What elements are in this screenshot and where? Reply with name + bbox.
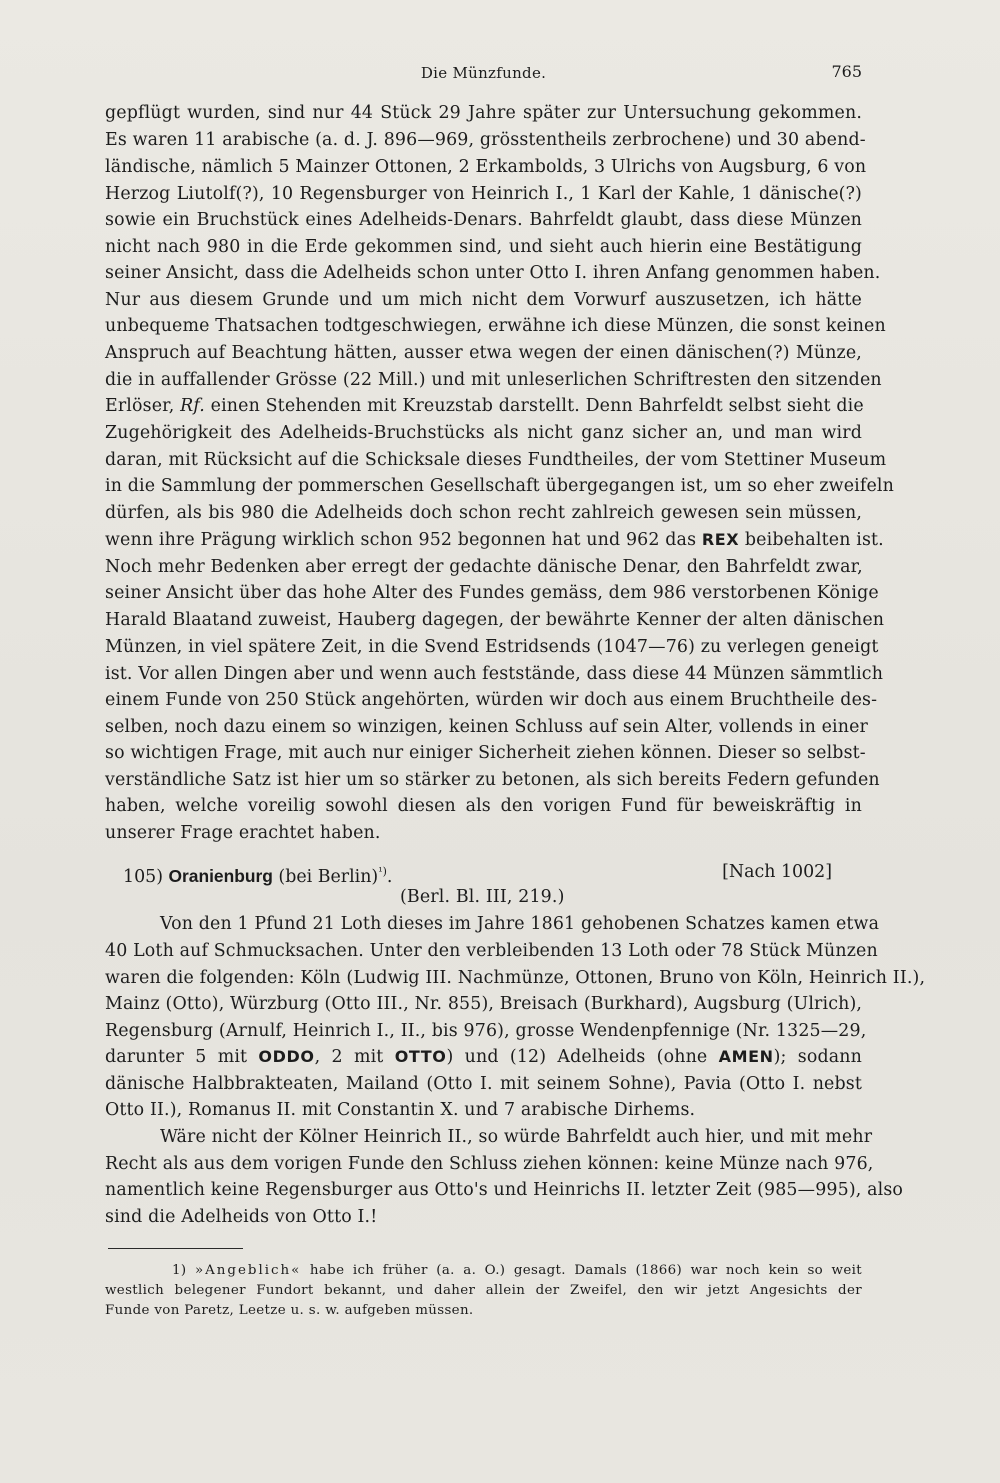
body-line: Harald Blaatand zuweist, Hauberg dagegen, der bewährte Kenner der alten dänischen: [105, 610, 885, 630]
body-line: seiner Ansicht, dass die Adelheids schon unter Otto I. ihren Anfang genommen haben.: [105, 263, 881, 283]
body-line: ländische, nämlich 5 Mainzer Ottonen, 2 Erkambolds, 3 Ulrichs von Augsburg, 6 von: [105, 157, 867, 177]
coin-legend-otto: OTTO: [394, 1047, 447, 1066]
body-line: Es waren 11 arabische (a. d. J. 896—969, grösstentheils zerbrochene) und 30 abend-: [105, 130, 866, 150]
body-line: verständliche Satz ist hier um so stärker zu betonen, als sich bereits Federn gefunden: [105, 770, 880, 790]
body-line: die in auffallender Grösse (22 Mill.) und mit unleserlichen Schriftresten den sitzenden: [105, 370, 882, 390]
entry-line: Mainz (Otto), Würzburg (Otto III., Nr. 855), Breisach (Burkhard), Augsburg (Ulrich),: [105, 994, 863, 1014]
find-place: Oranienburg: [168, 865, 273, 886]
entry-line: waren die folgenden: Köln (Ludwig III. Nachmünze, Ottonen, Bruno von Köln, Heinrich II.),: [105, 968, 926, 988]
entry-line-legends: [105, 1044, 862, 1070]
body-line: Zugehörigkeit des Adelheids-Bruchstücks als nicht ganz sicher an, und man wird: [105, 423, 862, 443]
footnote-line: [172, 1261, 862, 1281]
body-line: sowie ein Bruchstück eines Adelheids-Denars. Bahrfeldt glaubt, dass diese Münzen: [105, 210, 862, 230]
coin-legend-rex: REX: [701, 530, 740, 549]
entry-line: Recht als aus dem vorigen Funde den Schluss ziehen können: keine Münze nach 976,: [105, 1154, 874, 1174]
find-entry-heading: [105, 859, 862, 885]
body-line: unserer Frage erachtet haben.: [105, 823, 381, 843]
running-title: Die Münzfunde.: [420, 64, 547, 82]
body-line: dürfen, als bis 980 die Adelheids doch schon recht zahlreich gewesen sein müssen,: [105, 503, 862, 523]
footnote-rule: [108, 1248, 243, 1249]
body-line: gepflügt wurden, sind nur 44 Stück 29 Jahre später zur Untersuchung gekommen.: [105, 103, 862, 123]
entry-line: Von den 1 Pfund 21 Loth dieses im Jahre 1861 gehobenen Schatzes kamen etwa: [160, 914, 880, 934]
body-line: Noch mehr Bedenken aber erregt der gedachte dänische Denar, den Bahrfeldt zwar,: [105, 557, 863, 577]
entry-line: Regensburg (Arnulf, Heinrich I., II., bis 976), grosse Wendenpfennige (Nr. 1325—29,: [105, 1021, 867, 1041]
text-fragment: ); sodann: [773, 1047, 862, 1067]
source-reference: (Berl. Bl. III, 219.): [400, 887, 565, 907]
text-fragment: darunter 5 mit: [105, 1047, 259, 1067]
find-entry-title: [123, 859, 392, 890]
footnote-line: Funde von Paretz, Leetze u. s. w. aufgeben müssen.: [105, 1303, 474, 1318]
text-fragment: Erlöser,: [105, 396, 181, 416]
body-line: Münzen, in viel spätere Zeit, in die Svend Estridsends (1047—76) zu verlegen geneigt: [105, 637, 879, 657]
body-line: nicht nach 980 in die Erde gekommen sind, und sieht auch hierin eine Bestätigung: [105, 237, 862, 257]
entry-line: dänische Halbbrakteaten, Mailand (Otto I. mit seinem Sohne), Pavia (Otto I. nebst: [105, 1074, 862, 1094]
page-number: 765: [831, 62, 862, 81]
text-fragment: , 2 mit: [314, 1047, 395, 1067]
entry-line: Otto II.), Romanus II. mit Constantin X. und 7 arabische Dirhems.: [105, 1100, 696, 1120]
body-line: Anspruch auf Beachtung hätten, ausser etwa wegen der einen dänischen(?) Münze,: [105, 343, 862, 363]
body-line: unbequeme Thatsachen todtgeschwiegen, erwähne ich diese Münzen, die sonst keinen: [105, 316, 886, 336]
text-fragment: einen Stehenden mit Kreuzstab darstellt. Denn Bahrfeldt selbst sieht die: [204, 396, 864, 416]
spaced-word: »Angeblich«: [194, 1263, 302, 1278]
text-fragment: beibehalten ist.: [739, 530, 884, 550]
entry-line: Wäre nicht der Kölner Heinrich II., so würde Bahrfeldt auch hier, und mit mehr: [160, 1127, 873, 1147]
text-fragment: .: [386, 866, 393, 887]
body-line: ist. Vor allen Dingen aber und wenn auch feststände, dass diese 44 Münzen sämmtlich: [105, 664, 884, 684]
footnote-mark: 1): [172, 1263, 187, 1278]
place-note: (bei Berlin): [272, 866, 379, 887]
page-header: [105, 62, 862, 86]
body-line: selben, noch dazu einem so winzigen, keinen Schluss auf sein Alter, vollends in einer: [105, 717, 869, 737]
body-line: Herzog Liutolf(?), 10 Regensburger von Heinrich I., 1 Karl der Kahle, 1 dänische(?): [105, 184, 862, 204]
body-line: seiner Ansicht über das hohe Alter des Fundes gemäss, dem 986 verstorbenen Könige: [105, 583, 879, 603]
body-line: daran, mit Rücksicht auf die Schicksale dieses Fundtheiles, der vom Stettiner Museum: [105, 450, 887, 470]
text-fragment: habe ich früher (a. a. O.) gesagt. Damals (1866) war noch kein so weit: [301, 1263, 862, 1278]
find-date: [Nach 1002]: [722, 862, 832, 882]
body-line: einem Funde von 250 Stück angehörten, würden wir doch aus einem Bruchtheile des-: [105, 690, 878, 710]
rf-abbreviation: Rf.: [180, 396, 205, 416]
body-line-rex: [105, 527, 884, 553]
body-line-erloeser: [105, 393, 862, 419]
entry-number: 105): [123, 866, 163, 887]
coin-legend-oddo: ODDO: [258, 1047, 315, 1066]
body-line: Nur aus diesem Grunde und um mich nicht dem Vorwurf auszusetzen, ich hätte: [105, 290, 862, 310]
text-fragment: wenn ihre Prägung wirklich schon 952 begonnen hat und 962 das: [105, 530, 702, 550]
entry-line: namentlich keine Regensburger aus Otto's und Heinrichs II. letzter Zeit (985—995), also: [105, 1180, 904, 1200]
body-line: haben, welche voreilig sowohl diesen als den vorigen Fund für beweiskräftig in: [105, 796, 862, 816]
coin-legend-amen: AMEN: [718, 1047, 774, 1066]
body-line: in die Sammlung der pommerschen Gesellschaft übergegangen ist, um so eher zweifeln: [105, 476, 894, 496]
footnote-line: westlich belegener Fundort bekannt, und daher allein der Zweifel, den wir jetzt Angesichts der: [105, 1283, 862, 1298]
text-fragment: ) und (12) Adelheids (ohne: [446, 1047, 719, 1067]
entry-line: 40 Loth auf Schmucksachen. Unter den verbleibenden 13 Loth oder 78 Stück Münzen: [105, 941, 878, 961]
entry-line: sind die Adelheids von Otto I.!: [105, 1207, 378, 1227]
footnote-reference: ¹): [378, 865, 387, 878]
body-line: so wichtigen Frage, mit auch nur einiger Sicherheit ziehen können. Dieser so selbst-: [105, 743, 866, 763]
